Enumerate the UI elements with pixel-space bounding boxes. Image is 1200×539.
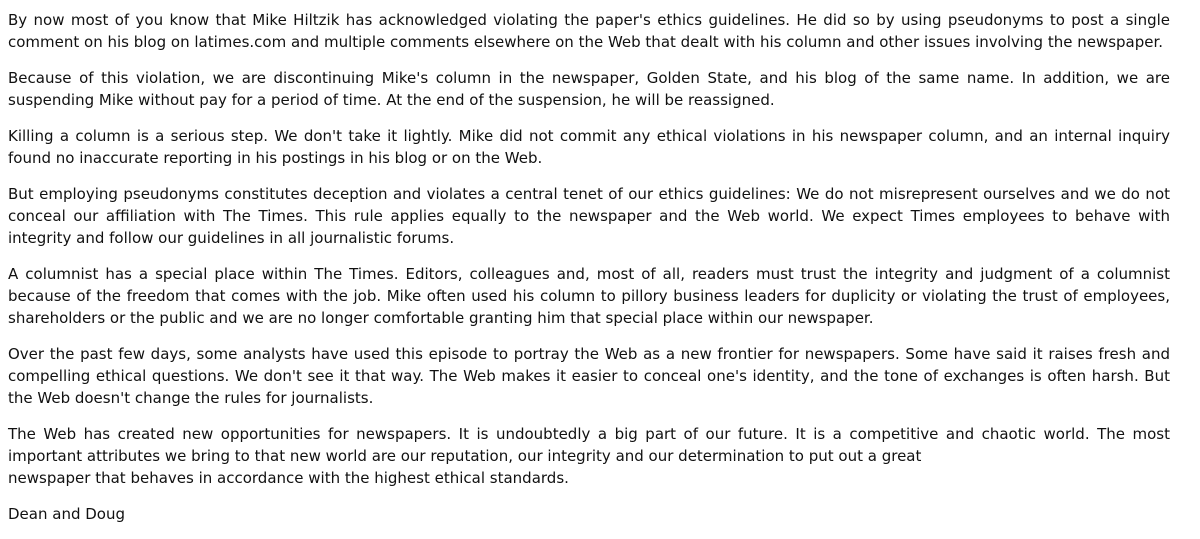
paragraph-6: Over the past few days, some analysts have used this episode to portray the Web as a new frontier for newspapers. Some have said it raises fresh and compelling ethical questions. We don't see it that way. The Web makes it easier to conceal one's identity, and the tone of exchanges is often harsh. But the Web doesn't change the rules for journalists.	[8, 345, 1170, 407]
paragraph-7	[8, 423, 1170, 489]
paragraph-4: But employing pseudonyms constitutes deception and violates a central tenet of our ethics guidelines: We do not misrepresent ourselves and we do not conceal our affiliation with The Times. This rule applies equally to the newspaper and the Web world. We expect Times employees to behave with integrity and follow our guidelines in all journalistic forums.	[8, 185, 1170, 247]
paragraph-7-line-1: The Web has created new opportunities for newspapers. It is undoubtedly a big part of our future. It is a competitive and chaotic world. The most important attributes we bring to that new world are our reputation, our integrity and our determination to put out a great	[8, 425, 1170, 465]
paragraph-1: By now most of you know that Mike Hiltzik has acknowledged violating the paper's ethics guidelines. He did so by using pseudonyms to post a single comment on his blog on latimes.com and multiple comments elsewhere on the Web that dealt with his column and other issues involving the newspaper.	[8, 11, 1170, 51]
paragraph-5: A columnist has a special place within The Times. Editors, colleagues and, most of all, readers must trust the integrity and judgment of a columnist because of the freedom that comes with the job. Mike often used his column to pillory business leaders for duplicity or violating the trust of employees, shareholders or the public and we are no longer comfortable granting him that special place within our newspaper.	[8, 265, 1170, 327]
paragraph-3: Killing a column is a serious step. We don't take it lightly. Mike did not commit any ethical violations in his newspaper column, and an internal inquiry found no inaccurate reporting in his postings in his blog or on the Web.	[8, 127, 1170, 167]
paragraph-2: Because of this violation, we are discontinuing Mike's column in the newspaper, Golden State, and his blog of the same name. In addition, we are suspending Mike without pay for a period of time. At the end of the suspension, he will be reassigned.	[8, 69, 1170, 109]
paragraph-7-line-2: newspaper that behaves in accordance with the highest ethical standards.	[8, 469, 569, 487]
signature: Dean and Doug	[8, 505, 125, 523]
